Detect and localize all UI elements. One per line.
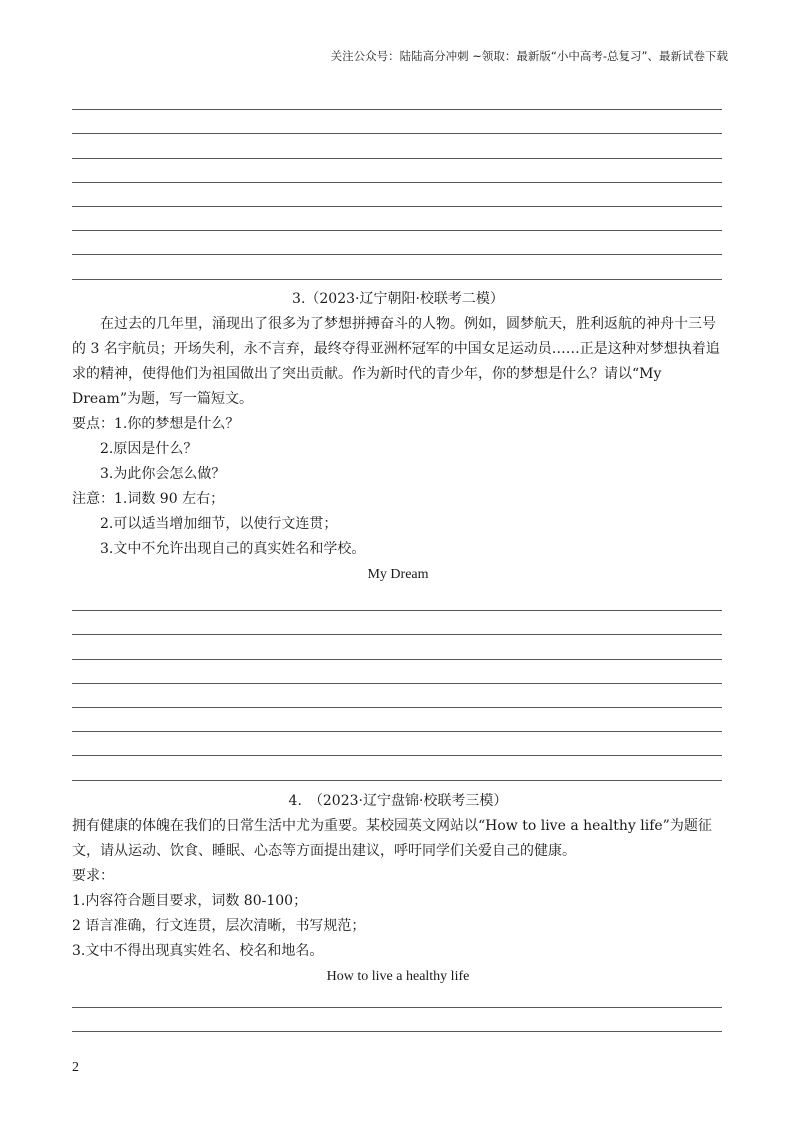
q4-req-3: 3.文中不得出现真实姓名、校名和地名。 <box>72 943 324 959</box>
answer-lines-q2 <box>72 86 722 280</box>
question-4 <box>72 789 724 989</box>
q3-heading: 3.（2023·辽宁朝阳·校联考二模） <box>292 291 504 307</box>
answer-line <box>72 660 722 684</box>
q3-notes-label: 注意：1.词数 90 左右； <box>72 491 225 507</box>
q4-req-2: 2 语言准确，行文连贯，层次清晰，书写规范； <box>72 918 366 934</box>
answer-line <box>72 255 722 279</box>
answer-lines-q3 <box>72 587 722 781</box>
answer-line <box>72 207 722 231</box>
answer-line <box>72 183 722 207</box>
q4-req-label: 要求： <box>72 868 114 884</box>
answer-line <box>72 134 722 158</box>
q4-essay-title: How to live a healthy life <box>326 969 470 984</box>
q4-req-1: 1.内容符合题目要求，词数 80-100； <box>72 893 308 909</box>
answer-line <box>72 708 722 732</box>
answer-line <box>72 587 722 611</box>
q4-intro: 拥有健康的体魄在我们的日常生活中尤为重要。某校园英文网站以“How to live a healthy life”为题征文，请从运动、饮食、睡眠、心态等方面提出建议，呼吁同学们关爱自己的健康。 <box>72 818 712 859</box>
answer-line <box>72 635 722 659</box>
answer-line <box>72 110 722 134</box>
answer-line <box>72 756 722 780</box>
question-3 <box>72 287 724 587</box>
answer-line <box>72 684 722 708</box>
answer-lines-q4 <box>72 984 722 1032</box>
page-number: 2 <box>72 1060 79 1075</box>
q3-essay-title: My Dream <box>367 567 429 582</box>
answer-line <box>72 159 722 183</box>
q3-points-label: 要点：1.你的梦想是什么？ <box>72 416 240 432</box>
page-header: 关注公众号：陆陆高分冲刺 ~领取：最新版“小中高考-总复习”、最新试卷下载 <box>330 49 728 63</box>
q3-point-3: 3.为此你会怎么做？ <box>100 466 226 482</box>
answer-line <box>72 86 722 110</box>
q3-point-2: 2.原因是什么？ <box>100 441 198 457</box>
q3-note-2: 2.可以适当增加细节，以使行文连贯； <box>100 516 338 532</box>
q4-heading: 4. （2023·辽宁盘锦·校联考三模） <box>288 793 508 809</box>
answer-line <box>72 732 722 756</box>
answer-line <box>72 231 722 255</box>
q3-note-3: 3.文中不允许出现自己的真实姓名和学校。 <box>100 541 366 557</box>
answer-line <box>72 611 722 635</box>
q3-intro: 在过去的几年里，涌现出了很多为了梦想拼搏奋斗的人物。例如，圆梦航天，胜利返航的神舟十三号的 3 名宇航员；开场失利，永不言弃，最终夺得亚洲杯冠军的中国女足运动员……正是这种对梦想执着追求的精神，使得他们为祖国做出了突出贡献。作为新时代的青少年，你的梦想是什么？请以“My Dream”为题，写一篇短文。 <box>72 316 720 407</box>
answer-line <box>72 1008 722 1032</box>
answer-line <box>72 984 722 1008</box>
